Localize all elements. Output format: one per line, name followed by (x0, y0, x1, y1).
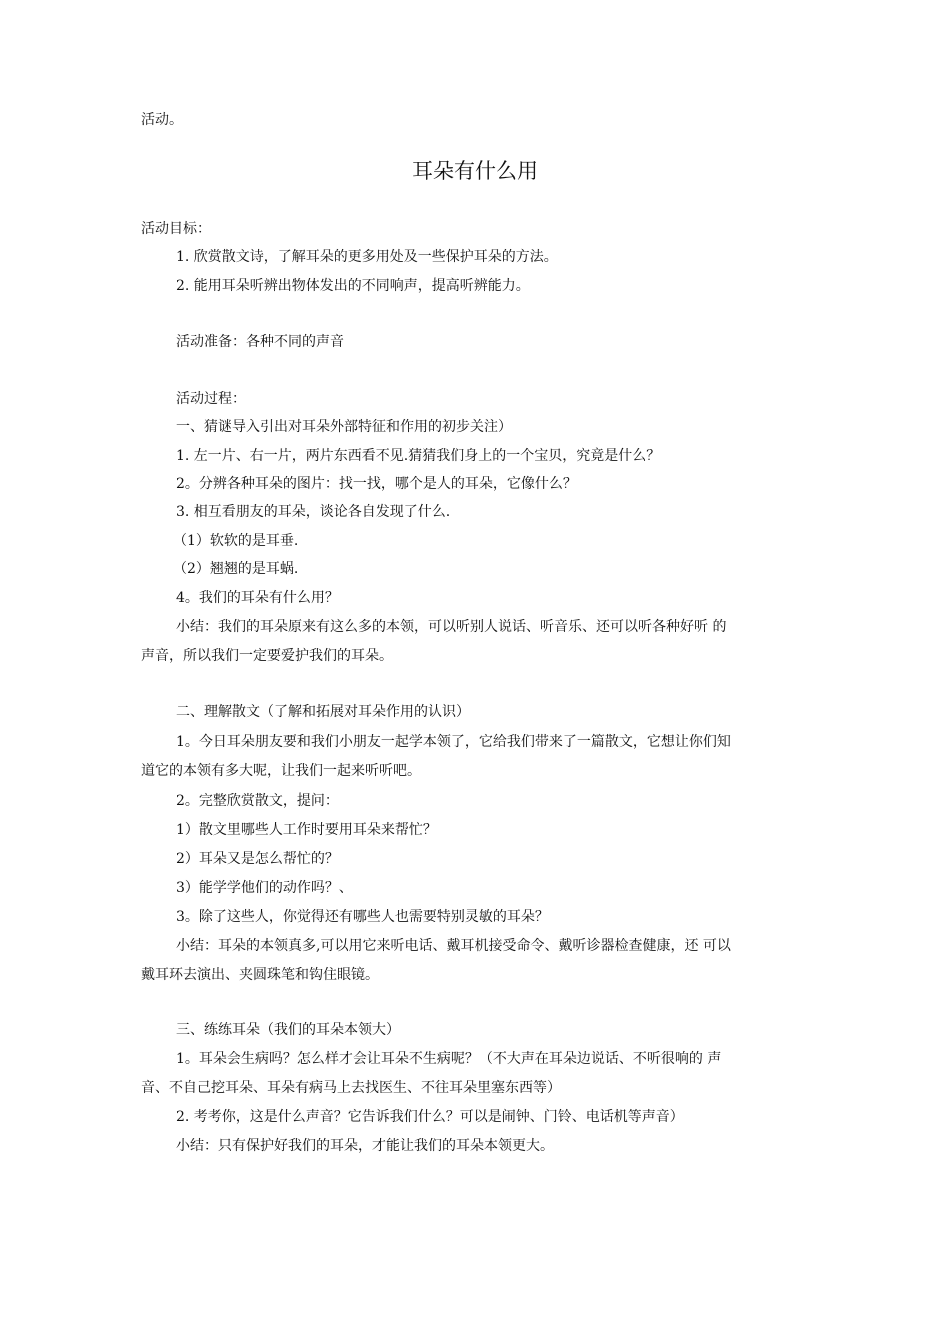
section-2-summary-line-1: 小结：耳朵的本领真多,可以用它来听电话、戴耳机接受命令、戴听诊器检查健康，还 可以 (176, 938, 731, 954)
section-1-item-4: 4。我们的耳朵有什么用？ (176, 590, 339, 606)
section-2-question-2: 2）耳朵又是怎么帮忙的？ (176, 851, 339, 867)
section-2-question-1: 1）散文里哪些人工作时要用耳朵来帮忙？ (176, 822, 437, 838)
goal-item-1: 1. 欣赏散文诗，了解耳朵的更多用处及一些保护耳朵的方法。 (176, 249, 558, 265)
section-1-subitem-b: （2）翘翘的是耳蜗. (173, 561, 299, 577)
goals-heading: 活动目标： (141, 221, 211, 237)
page-title: 耳朵有什么用 (412, 159, 538, 183)
section-3-item-1-line-1: 1。耳朵会生病吗？怎么样才会让耳朵不生病呢？（不大声在耳朵边说话、不听很响的 声 (176, 1051, 722, 1067)
preparation-text: 活动准备：各种不同的声音 (176, 334, 344, 350)
section-2-heading: 二、理解散文（了解和拓展对耳朵作用的认识） (176, 704, 470, 720)
section-3-item-1-line-2: 音、不自己挖耳朵、耳朵有病马上去找医生、不往耳朵里塞东西等） (141, 1080, 561, 1096)
section-2-item-2: 2。完整欣赏散文，提问： (176, 793, 339, 809)
section-1-item-2: 2。分辨各种耳朵的图片：找一找，哪个是人的耳朵，它像什么？ (176, 476, 577, 492)
section-1-item-1: 1. 左一片、右一片，两片东西看不见.猜猜我们身上的一个宝贝，究竟是什么？ (176, 448, 661, 464)
goal-item-2: 2. 能用耳朵听辨出物体发出的不同响声，提高听辨能力。 (176, 278, 530, 294)
section-2-item-1-line-2: 道它的本领有多大呢，让我们一起来听听吧。 (141, 763, 421, 779)
section-3-item-2: 2. 考考你，这是什么声音？它告诉我们什么？可以是闹钟、门铃、电话机等声音） (176, 1109, 684, 1125)
section-1-heading: 一、猜谜导入引出对耳朵外部特征和作用的初步关注） (176, 419, 512, 435)
section-3-heading: 三、练练耳朵（我们的耳朵本领大） (176, 1022, 400, 1038)
section-2-item-1-line-1: 1。今日耳朵朋友要和我们小朋友一起学本领了，它给我们带来了一篇散文，它想让你们知 (176, 734, 731, 750)
lead-text: 活动。 (141, 112, 183, 128)
section-2-summary-line-2: 戴耳环去演出、夹圆珠笔和钩住眼镜。 (141, 967, 379, 983)
section-1-summary-line-1: 小结：我们的耳朵原来有这么多的本领，可以听别人说话、听音乐、还可以听各种好听 的 (176, 619, 727, 635)
section-1-subitem-a: （1）软软的是耳垂. (173, 533, 299, 549)
section-1-summary-line-2: 声音，所以我们一定要爱护我们的耳朵。 (141, 648, 393, 664)
section-2-item-3: 3。除了这些人，你觉得还有哪些人也需要特别灵敏的耳朵？ (176, 909, 549, 925)
section-3-summary: 小结：只有保护好我们的耳朵，才能让我们的耳朵本领更大。 (176, 1138, 554, 1154)
section-1-item-3: 3. 相互看朋友的耳朵，谈论各自发现了什么. (176, 504, 451, 520)
process-heading: 活动过程： (176, 391, 246, 407)
section-2-question-3: 3）能学学他们的动作吗？、 (176, 880, 353, 896)
